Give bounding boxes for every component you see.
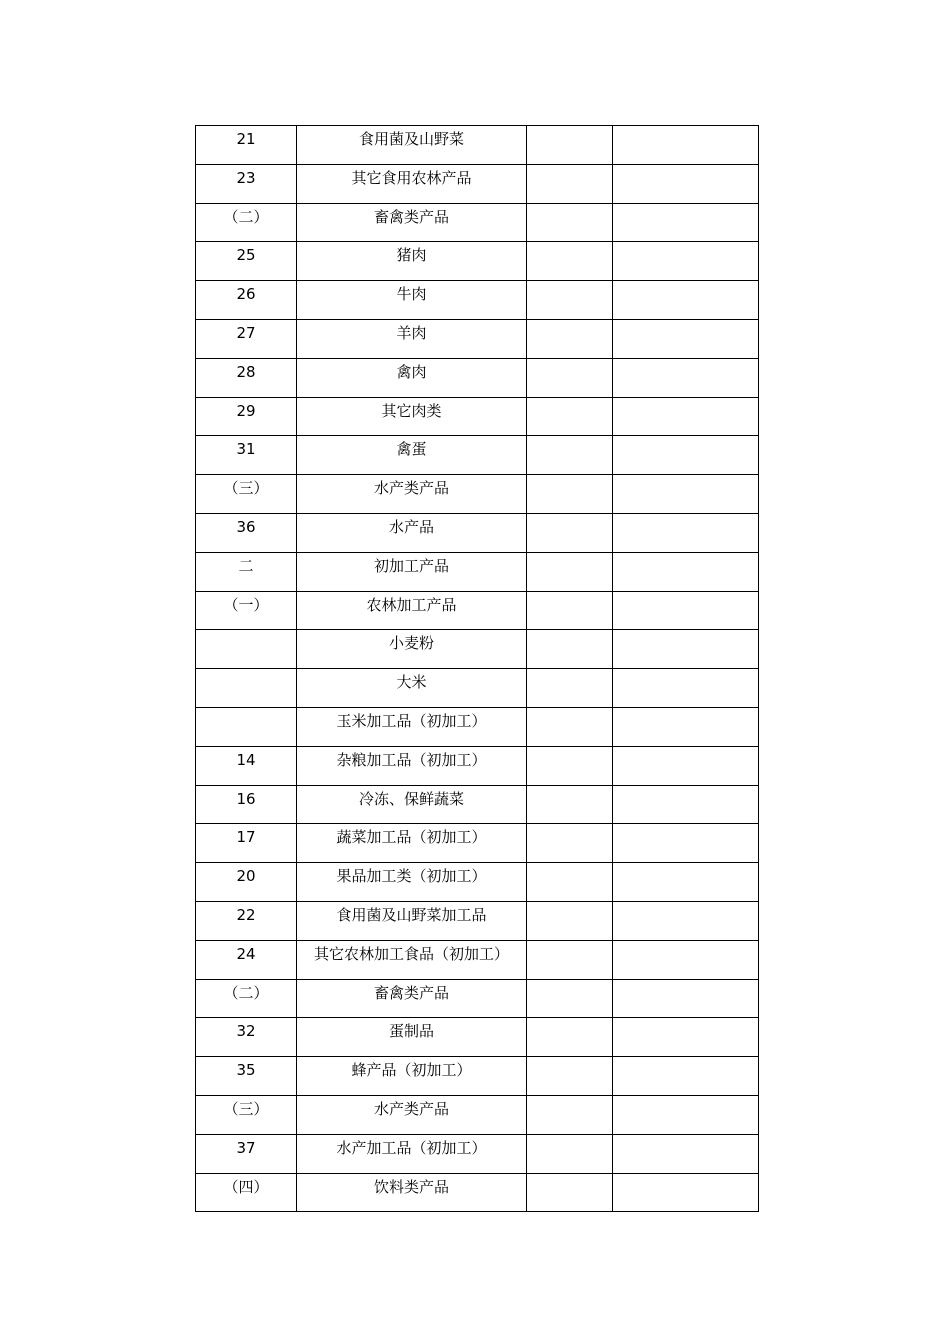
product-name-cell xyxy=(297,669,527,708)
table-row xyxy=(196,940,759,979)
row-number-cell-text: 二 xyxy=(238,556,254,575)
blank-cell-4-text xyxy=(613,126,758,132)
blank-cell-3 xyxy=(527,979,613,1018)
row-number-cell xyxy=(196,901,297,940)
blank-cell-3-text xyxy=(527,1057,612,1063)
blank-cell-4-text xyxy=(613,359,758,365)
blank-cell-3 xyxy=(527,1057,613,1096)
blank-cell-4-text xyxy=(613,436,758,442)
product-name-cell xyxy=(297,707,527,746)
table-row xyxy=(196,863,759,902)
product-name-cell-text: 蔬菜加工品（初加工） xyxy=(336,828,487,847)
blank-cell-3-text xyxy=(527,242,612,248)
blank-cell-3-text xyxy=(527,1174,612,1180)
blank-cell-3-text xyxy=(527,281,612,287)
blank-cell-4 xyxy=(613,1134,759,1173)
product-name-cell-text: 农林加工产品 xyxy=(366,595,457,614)
blank-cell-4-text xyxy=(613,941,758,947)
product-name-cell-text: 玉米加工品（初加工） xyxy=(336,711,487,730)
product-name-cell-text: 小麦粉 xyxy=(388,634,434,653)
blank-cell-4 xyxy=(613,707,759,746)
row-number-cell-text: （三） xyxy=(223,1099,269,1118)
blank-cell-3-text xyxy=(527,1018,612,1024)
table-body xyxy=(196,126,759,1212)
blank-cell-4 xyxy=(613,1173,759,1212)
blank-cell-3 xyxy=(527,940,613,979)
row-number-cell-text: （二） xyxy=(223,983,269,1002)
product-name-cell-text: 蛋制品 xyxy=(388,1022,434,1041)
row-number-cell-text: 14 xyxy=(236,750,256,769)
table-row xyxy=(196,1018,759,1057)
blank-cell-3 xyxy=(527,630,613,669)
blank-cell-4 xyxy=(613,1095,759,1134)
product-name-cell xyxy=(297,281,527,320)
table-row xyxy=(196,552,759,591)
product-name-cell xyxy=(297,358,527,397)
blank-cell-4-text xyxy=(613,242,758,248)
blank-cell-4 xyxy=(613,552,759,591)
product-name-cell xyxy=(297,1018,527,1057)
product-name-cell-text: 果品加工类（初加工） xyxy=(336,867,487,886)
blank-cell-3-text xyxy=(527,902,612,908)
row-number-cell-text xyxy=(196,708,296,714)
blank-cell-4-text xyxy=(613,863,758,869)
table-row xyxy=(196,630,759,669)
product-name-cell-text: 水产加工品（初加工） xyxy=(336,1138,487,1157)
table-row xyxy=(196,591,759,630)
row-number-cell-text: 21 xyxy=(236,130,256,148)
blank-cell-3-text xyxy=(527,747,612,753)
blank-cell-4-text xyxy=(613,708,758,714)
blank-cell-3 xyxy=(527,746,613,785)
table-row xyxy=(196,979,759,1018)
blank-cell-4 xyxy=(613,281,759,320)
row-number-cell xyxy=(196,436,297,475)
blank-cell-3 xyxy=(527,164,613,203)
row-number-cell-text: 31 xyxy=(236,440,256,459)
row-number-cell-text: 16 xyxy=(236,789,256,808)
row-number-cell xyxy=(196,824,297,863)
table-row xyxy=(196,475,759,514)
row-number-cell-text: 26 xyxy=(236,285,256,304)
blank-cell-4 xyxy=(613,358,759,397)
blank-cell-3 xyxy=(527,552,613,591)
blank-cell-4-text xyxy=(613,514,758,520)
blank-cell-3-text xyxy=(527,126,612,132)
blank-cell-3 xyxy=(527,901,613,940)
product-name-cell-text: 畜禽类产品 xyxy=(373,983,449,1002)
product-name-cell xyxy=(297,552,527,591)
table-row xyxy=(196,319,759,358)
blank-cell-3-text xyxy=(527,708,612,714)
blank-cell-3 xyxy=(527,1173,613,1212)
product-name-cell-text: 其它食用农林产品 xyxy=(351,168,472,187)
row-number-cell-text xyxy=(196,669,296,675)
row-number-cell xyxy=(196,1018,297,1057)
blank-cell-4-text xyxy=(613,1174,758,1180)
row-number-cell-text: 37 xyxy=(236,1138,256,1157)
blank-cell-3 xyxy=(527,785,613,824)
product-name-cell xyxy=(297,746,527,785)
product-name-cell xyxy=(297,863,527,902)
blank-cell-4-text xyxy=(613,1135,758,1141)
row-number-cell-text: 36 xyxy=(236,517,256,536)
blank-cell-4-text xyxy=(613,165,758,171)
blank-cell-4-text xyxy=(613,824,758,830)
product-name-cell-text: 羊肉 xyxy=(396,323,427,342)
product-name-cell xyxy=(297,319,527,358)
table-row xyxy=(196,1173,759,1212)
product-name-cell-text: 其它肉类 xyxy=(381,401,442,420)
product-name-cell xyxy=(297,397,527,436)
blank-cell-4 xyxy=(613,319,759,358)
table-row xyxy=(196,513,759,552)
blank-cell-4 xyxy=(613,436,759,475)
row-number-cell xyxy=(196,1134,297,1173)
blank-cell-3-text xyxy=(527,165,612,171)
row-number-cell-text: （一） xyxy=(223,595,269,614)
blank-cell-3-text xyxy=(527,980,612,986)
blank-cell-4-text xyxy=(613,553,758,559)
product-name-cell xyxy=(297,824,527,863)
product-name-cell xyxy=(297,203,527,242)
row-number-cell xyxy=(196,319,297,358)
row-number-cell xyxy=(196,863,297,902)
blank-cell-4 xyxy=(613,1057,759,1096)
product-name-cell xyxy=(297,513,527,552)
table-row xyxy=(196,746,759,785)
product-name-cell-text: 其它农林加工食品（初加工） xyxy=(313,944,509,963)
table-row xyxy=(196,1134,759,1173)
row-number-cell xyxy=(196,746,297,785)
blank-cell-4 xyxy=(613,397,759,436)
blank-cell-4 xyxy=(613,669,759,708)
blank-cell-3 xyxy=(527,126,613,165)
blank-cell-4-text xyxy=(613,980,758,986)
blank-cell-4 xyxy=(613,1018,759,1057)
blank-cell-3 xyxy=(527,242,613,281)
row-number-cell xyxy=(196,164,297,203)
product-name-cell xyxy=(297,1057,527,1096)
row-number-cell-text: 20 xyxy=(236,867,256,886)
product-name-cell xyxy=(297,436,527,475)
blank-cell-4 xyxy=(613,979,759,1018)
blank-cell-3 xyxy=(527,1018,613,1057)
blank-cell-4 xyxy=(613,203,759,242)
table-row xyxy=(196,1095,759,1134)
blank-cell-3-text xyxy=(527,359,612,365)
table-row xyxy=(196,358,759,397)
product-name-cell xyxy=(297,1134,527,1173)
row-number-cell xyxy=(196,203,297,242)
blank-cell-4-text xyxy=(613,1057,758,1063)
product-name-cell-text: 畜禽类产品 xyxy=(373,207,449,226)
table-row xyxy=(196,436,759,475)
product-name-cell xyxy=(297,785,527,824)
table-row xyxy=(196,1057,759,1096)
blank-cell-4 xyxy=(613,863,759,902)
row-number-cell xyxy=(196,1095,297,1134)
row-number-cell xyxy=(196,940,297,979)
row-number-cell-text: 22 xyxy=(236,905,256,924)
product-name-cell xyxy=(297,475,527,514)
blank-cell-3 xyxy=(527,358,613,397)
row-number-cell-text: （四） xyxy=(223,1177,269,1196)
row-number-cell xyxy=(196,669,297,708)
blank-cell-4 xyxy=(613,746,759,785)
blank-cell-3-text xyxy=(527,320,612,326)
product-name-cell-text: 禽蛋 xyxy=(396,440,427,459)
blank-cell-3-text xyxy=(527,553,612,559)
blank-cell-4-text xyxy=(613,902,758,908)
table-row xyxy=(196,785,759,824)
product-name-cell-text: 水产类产品 xyxy=(373,1099,449,1118)
blank-cell-4-text xyxy=(613,475,758,481)
product-name-cell xyxy=(297,940,527,979)
blank-cell-4 xyxy=(613,475,759,514)
table-row xyxy=(196,824,759,863)
row-number-cell-text: 29 xyxy=(236,401,256,420)
row-number-cell xyxy=(196,1057,297,1096)
blank-cell-3 xyxy=(527,1095,613,1134)
row-number-cell xyxy=(196,552,297,591)
product-name-cell xyxy=(297,164,527,203)
product-name-cell xyxy=(297,591,527,630)
product-name-cell-text: 食用菌及山野菜 xyxy=(358,130,464,148)
blank-cell-4 xyxy=(613,785,759,824)
blank-cell-3-text xyxy=(527,1096,612,1102)
blank-cell-3-text xyxy=(527,863,612,869)
product-name-cell-text: 冷冻、保鲜蔬菜 xyxy=(358,789,464,808)
product-name-cell-text: 蜂产品（初加工） xyxy=(351,1061,472,1080)
blank-cell-3-text xyxy=(527,475,612,481)
table-row xyxy=(196,669,759,708)
blank-cell-4-text xyxy=(613,786,758,792)
blank-cell-3 xyxy=(527,824,613,863)
blank-cell-3-text xyxy=(527,1135,612,1141)
blank-cell-4-text xyxy=(613,1018,758,1024)
row-number-cell-text: （二） xyxy=(223,207,269,226)
blank-cell-4-text xyxy=(613,281,758,287)
product-name-cell-text: 水产品 xyxy=(388,517,434,536)
table-row xyxy=(196,281,759,320)
blank-cell-3 xyxy=(527,591,613,630)
row-number-cell xyxy=(196,475,297,514)
product-name-cell-text: 牛肉 xyxy=(396,285,427,304)
product-name-cell-text: 水产类产品 xyxy=(373,479,449,498)
table-row xyxy=(196,164,759,203)
blank-cell-3-text xyxy=(527,398,612,404)
product-name-cell xyxy=(297,901,527,940)
row-number-cell-text: 25 xyxy=(236,246,256,265)
row-number-cell-text: 28 xyxy=(236,362,256,381)
blank-cell-4 xyxy=(613,591,759,630)
product-name-cell xyxy=(297,126,527,165)
row-number-cell xyxy=(196,397,297,436)
blank-cell-4 xyxy=(613,940,759,979)
blank-cell-3 xyxy=(527,707,613,746)
product-name-cell-text: 杂粮加工品（初加工） xyxy=(336,750,487,769)
blank-cell-3 xyxy=(527,669,613,708)
blank-cell-3-text xyxy=(527,630,612,636)
blank-cell-3-text xyxy=(527,824,612,830)
product-name-cell-text: 饮料类产品 xyxy=(373,1177,449,1196)
table-row xyxy=(196,242,759,281)
blank-cell-3-text xyxy=(527,669,612,675)
product-name-cell-text: 大米 xyxy=(396,673,427,692)
row-number-cell-text: （三） xyxy=(223,479,269,498)
row-number-cell xyxy=(196,281,297,320)
blank-cell-3-text xyxy=(527,786,612,792)
product-name-cell xyxy=(297,630,527,669)
blank-cell-4-text xyxy=(613,592,758,598)
blank-cell-3-text xyxy=(527,514,612,520)
row-number-cell xyxy=(196,513,297,552)
blank-cell-3 xyxy=(527,319,613,358)
row-number-cell-text: 35 xyxy=(236,1061,256,1080)
blank-cell-3-text xyxy=(527,204,612,210)
blank-cell-4-text xyxy=(613,630,758,636)
blank-cell-4 xyxy=(613,164,759,203)
blank-cell-3 xyxy=(527,513,613,552)
blank-cell-3 xyxy=(527,436,613,475)
row-number-cell xyxy=(196,785,297,824)
blank-cell-4-text xyxy=(613,747,758,753)
blank-cell-4-text xyxy=(613,398,758,404)
blank-cell-4-text xyxy=(613,669,758,675)
row-number-cell xyxy=(196,1173,297,1212)
row-number-cell xyxy=(196,707,297,746)
blank-cell-4-text xyxy=(613,1096,758,1102)
row-number-cell-text: 17 xyxy=(236,828,256,847)
blank-cell-3 xyxy=(527,475,613,514)
table-row xyxy=(196,203,759,242)
blank-cell-3-text xyxy=(527,592,612,598)
row-number-cell xyxy=(196,591,297,630)
row-number-cell xyxy=(196,242,297,281)
table-row xyxy=(196,126,759,165)
row-number-cell-text: 32 xyxy=(236,1022,256,1041)
row-number-cell xyxy=(196,630,297,669)
blank-cell-3 xyxy=(527,1134,613,1173)
row-number-cell xyxy=(196,979,297,1018)
product-name-cell-text: 猪肉 xyxy=(396,246,427,265)
product-name-cell-text: 食用菌及山野菜加工品 xyxy=(336,905,487,924)
blank-cell-3 xyxy=(527,203,613,242)
row-number-cell-text: 23 xyxy=(236,168,256,187)
blank-cell-4-text xyxy=(613,204,758,210)
blank-cell-3 xyxy=(527,281,613,320)
product-name-cell-text: 初加工产品 xyxy=(373,556,449,575)
table-row xyxy=(196,707,759,746)
blank-cell-4-text xyxy=(613,320,758,326)
table-row xyxy=(196,901,759,940)
product-name-cell xyxy=(297,1095,527,1134)
blank-cell-3-text xyxy=(527,941,612,947)
row-number-cell xyxy=(196,126,297,165)
blank-cell-3 xyxy=(527,397,613,436)
row-number-cell-text: 24 xyxy=(236,944,256,963)
blank-cell-4 xyxy=(613,901,759,940)
blank-cell-4 xyxy=(613,513,759,552)
blank-cell-3 xyxy=(527,863,613,902)
product-name-cell xyxy=(297,979,527,1018)
product-name-cell xyxy=(297,1173,527,1212)
product-name-cell-text: 禽肉 xyxy=(396,362,427,381)
blank-cell-3-text xyxy=(527,436,612,442)
row-number-cell-text: 27 xyxy=(236,323,256,342)
row-number-cell xyxy=(196,358,297,397)
product-name-cell xyxy=(297,242,527,281)
table-row xyxy=(196,397,759,436)
product-category-table xyxy=(195,125,759,1212)
blank-cell-4 xyxy=(613,824,759,863)
blank-cell-4 xyxy=(613,242,759,281)
row-number-cell-text xyxy=(196,630,296,636)
blank-cell-4 xyxy=(613,630,759,669)
blank-cell-4 xyxy=(613,126,759,165)
